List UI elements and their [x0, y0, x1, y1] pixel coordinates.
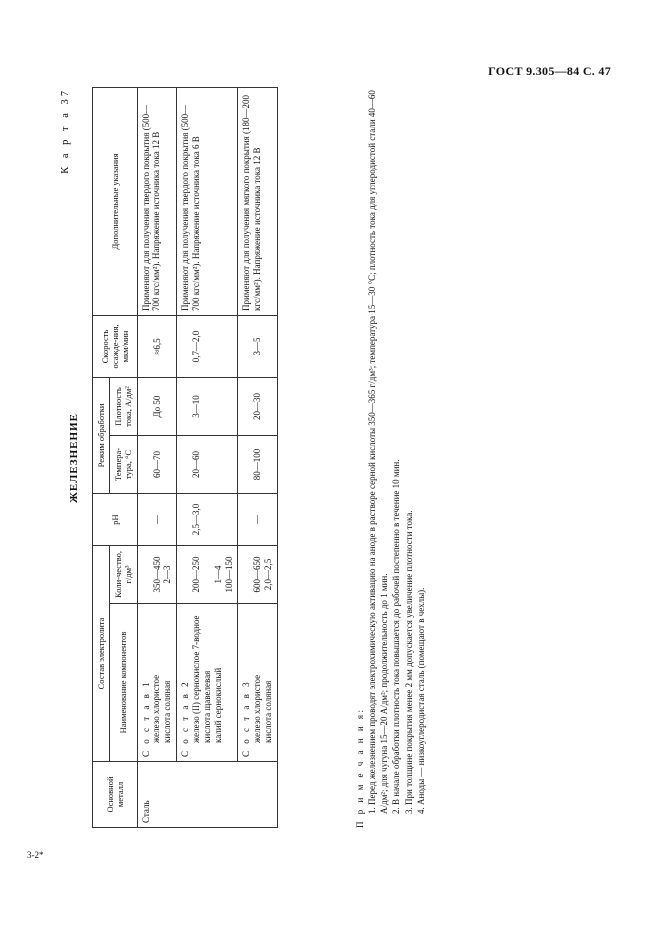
composition-components: железо (II) сернокислое 7-водное кислота щавелевая калий сернокислый: [190, 615, 223, 743]
col-speed: Скорость осажде-ния, мкм/мин: [93, 316, 138, 378]
card-number: К а р т а 37: [60, 88, 71, 174]
composition-cell: [238, 604, 278, 762]
note-cell: Применяют для получения мягкого покрытия (180—200 кгс/мм²). Напряжение источника тока 12 В: [238, 88, 278, 316]
speed-cell: ≈6,5: [137, 316, 177, 378]
quantity-cell: 600—650 2,0—2,5: [238, 546, 278, 604]
col-notes: Дополнительные указания: [93, 88, 138, 316]
note-cell: Применяют для получения твердого покрытия (500—700 кгс/мм²). Напряжение источника тока 6 В: [177, 88, 238, 316]
composition-title: С о с т а в 3: [241, 679, 252, 757]
base-metal-cell: Сталь: [137, 762, 277, 828]
col-ph: pH: [93, 494, 138, 546]
speed-cell: 3—5: [238, 316, 278, 378]
rotated-content: [60, 88, 592, 828]
temperature-cell: 60—70: [137, 436, 177, 494]
col-mode: Режим обработки: [93, 378, 110, 494]
note-item: 3. При толщине покрытия менее 2 мм допускается увеличение плотности тока.: [403, 510, 414, 814]
composition-components: железо хлористое кислота соляная: [151, 674, 173, 743]
ph-cell: —: [137, 494, 177, 546]
speed-cell: 0,7—2,0: [177, 316, 238, 378]
density-cell: 3—10: [177, 378, 238, 436]
composition-components: железо хлористое кислота соляная: [252, 674, 273, 743]
table-row: [137, 88, 177, 828]
temperature-cell: 20—60: [177, 436, 238, 494]
ph-cell: —: [238, 494, 278, 546]
note-item: 4. Аноды — низкоуглеродистая сталь (помещают в чехлы).: [415, 587, 426, 814]
composition-title: С о с т а в 2: [180, 679, 191, 757]
composition-title: С о с т а в 1: [140, 679, 151, 757]
density-cell: 20—30: [238, 378, 278, 436]
note-item: 1. Перед железнением проводят электрохимическую активацию на аноде в растворе серной кислоты 350—365 г/дм³; температура 15—30 °С; плотность тока для углеродистой стали 40—60 А/дм²; для чугуна 15—20 А/дм²; продолжительность до 1 мин.: [367, 90, 390, 814]
table-row: [177, 88, 238, 828]
note-cell: Применяют для получения твердого покрытия (500—700 кгс/мм²). Напряжение источника тока 12 В: [137, 88, 177, 316]
notes-title: П р и м е ч а н и я:: [355, 707, 365, 828]
col-density: Плотность тока, А/дм²: [110, 378, 137, 436]
density-cell: До 50: [137, 378, 177, 436]
composition-cell: [137, 604, 177, 762]
page-header: ГОСТ 9.305—84 С. 47: [488, 64, 611, 78]
quantity-cell: 350—450 2—3: [137, 546, 177, 604]
electrolyte-table: [92, 87, 278, 828]
section-title: ЖЕЛЕЗНЕНИЕ: [68, 413, 80, 503]
table-row: [238, 88, 278, 828]
col-temperature: Темпера-тура, °С: [110, 436, 137, 494]
temperature-cell: 80—100: [238, 436, 278, 494]
col-base-metal: Основной металл: [93, 762, 138, 828]
composition-cell: [177, 604, 238, 762]
quantity-cell: 200—250 1—4 100—150: [177, 546, 238, 604]
ph-cell: 2,5—3,0: [177, 494, 238, 546]
col-electrolyte: Состав электролита: [93, 546, 110, 762]
note-item: 2. В начале обработки плотность тока повышается до рабочей постепенно в течение 10 мин.: [391, 459, 402, 814]
col-component-name: Наименование компонентов: [110, 604, 137, 762]
notes-block: [354, 88, 427, 828]
col-quantity: Коли-чество, г/дм³: [110, 546, 137, 604]
page-id: 3-2*: [27, 850, 44, 860]
